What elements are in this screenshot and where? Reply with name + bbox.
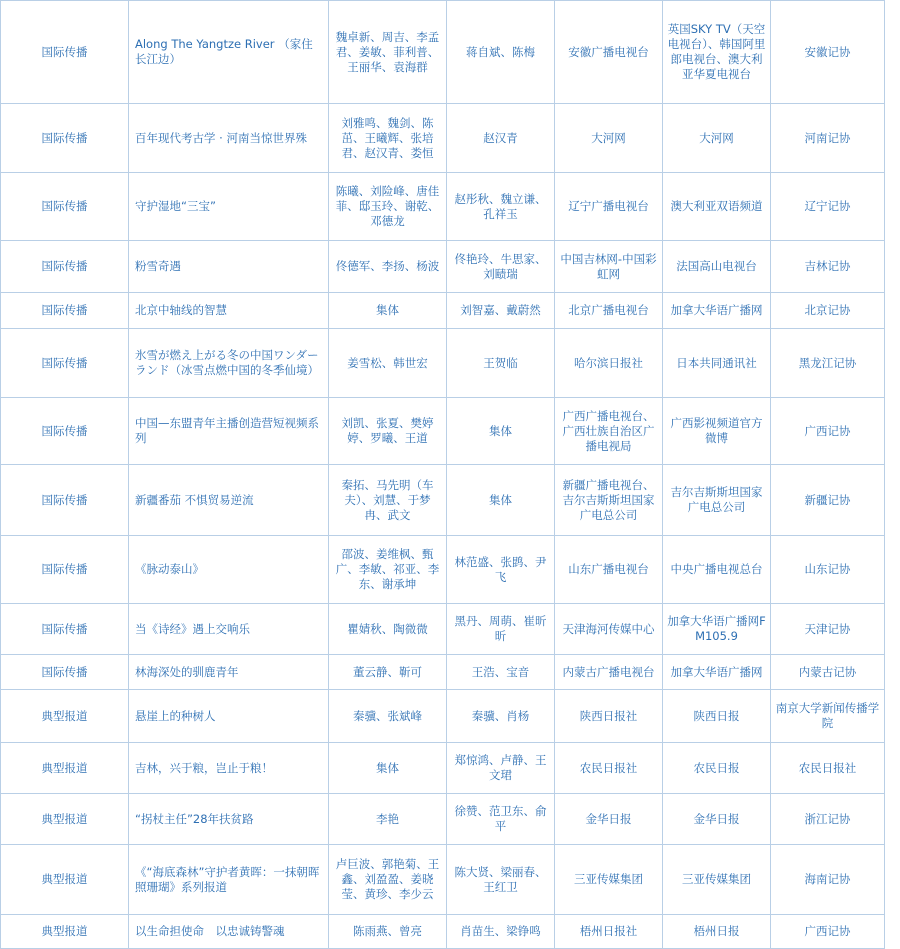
category-cell: 典型报道 <box>1 690 129 743</box>
overseas-outlet-cell: 澳大利亚双语频道 <box>663 173 771 241</box>
editors-cell: 赵汉青 <box>447 104 555 173</box>
recommender-cell: 农民日报社 <box>771 743 885 794</box>
table-row <box>1 690 885 743</box>
recommender-cell: 新疆记协 <box>771 465 885 536</box>
original-outlet-cell: 大河网 <box>555 104 663 173</box>
right-margin <box>885 0 900 948</box>
category-cell: 国际传播 <box>1 398 129 465</box>
authors-cell: 李艳 <box>329 794 447 845</box>
original-outlet-cell: 安徽广播电视台 <box>555 1 663 104</box>
recommender-cell: 安徽记协 <box>771 1 885 104</box>
table-body <box>1 1 885 949</box>
category-cell: 国际传播 <box>1 655 129 690</box>
table-row <box>1 241 885 293</box>
original-outlet-cell: 三亚传媒集团 <box>555 845 663 915</box>
recommender-cell: 黑龙江记协 <box>771 329 885 398</box>
overseas-outlet-cell: 加拿大华语广播网 <box>663 293 771 329</box>
recommender-cell: 南京大学新闻传播学院 <box>771 690 885 743</box>
recommender-cell: 河南记协 <box>771 104 885 173</box>
title-cell: 当《诗经》遇上交响乐 <box>129 604 329 655</box>
title-cell: 新疆番茄 不惧贸易逆流 <box>129 465 329 536</box>
overseas-outlet-cell: 英国SKY TV（天空电视台）、韩国阿里郎电视台、澳大利亚华夏电视台 <box>663 1 771 104</box>
original-outlet-cell: 陕西日报社 <box>555 690 663 743</box>
category-cell: 典型报道 <box>1 743 129 794</box>
category-cell: 国际传播 <box>1 241 129 293</box>
editors-cell: 秦骥、肖杨 <box>447 690 555 743</box>
editors-cell: 集体 <box>447 465 555 536</box>
authors-cell: 刘雅鸣、魏剑、陈茁、王曦辉、张培君、赵汉青、娄恒 <box>329 104 447 173</box>
table-row <box>1 329 885 398</box>
overseas-outlet-cell: 日本共同通讯社 <box>663 329 771 398</box>
authors-cell: 佟德军、李扬、杨波 <box>329 241 447 293</box>
original-outlet-cell: 哈尔滨日报社 <box>555 329 663 398</box>
title-cell: 中国—东盟青年主播创造营短视频系列 <box>129 398 329 465</box>
editors-cell: 林范盛、张鹍、尹飞 <box>447 536 555 604</box>
editors-cell: 集体 <box>447 398 555 465</box>
authors-cell: 陈雨燕、曾亮 <box>329 915 447 949</box>
recommender-cell: 吉林记协 <box>771 241 885 293</box>
title-cell: 《“海底森林”守护者黄晖：一抹朝晖 照珊瑚》系列报道 <box>129 845 329 915</box>
editors-cell: 蒋自斌、陈梅 <box>447 1 555 104</box>
title-cell: 北京中轴线的智慧 <box>129 293 329 329</box>
category-cell: 国际传播 <box>1 173 129 241</box>
original-outlet-cell: 广西广播电视台、广西壮族自治区广播电视局 <box>555 398 663 465</box>
table-row <box>1 1 885 104</box>
table-row <box>1 536 885 604</box>
authors-cell: 卢巨波、郭艳菊、王鑫、刘盈盈、姜晓莹、黄珍、李少云 <box>329 845 447 915</box>
overseas-outlet-cell: 中央广播电视总台 <box>663 536 771 604</box>
table-row <box>1 794 885 845</box>
title-cell: 悬崖上的种树人 <box>129 690 329 743</box>
category-cell: 国际传播 <box>1 104 129 173</box>
table-row <box>1 104 885 173</box>
title-cell: “拐杖主任”28年扶贫路 <box>129 794 329 845</box>
authors-cell: 刘凯、张夏、樊婷婷、罗曦、王道 <box>329 398 447 465</box>
authors-cell: 陈曦、刘险峰、唐佳菲、邸玉玲、谢乾、邓德龙 <box>329 173 447 241</box>
authors-cell: 瞿婧秋、陶微微 <box>329 604 447 655</box>
recommender-cell: 广西记协 <box>771 915 885 949</box>
table-row <box>1 915 885 949</box>
overseas-outlet-cell: 三亚传媒集团 <box>663 845 771 915</box>
original-outlet-cell: 金华日报 <box>555 794 663 845</box>
authors-cell: 秦拓、马先明（车夫）、刘慧、于梦冉、武文 <box>329 465 447 536</box>
title-cell: 以生命担使命 以忠诚铸警魂 <box>129 915 329 949</box>
category-cell: 国际传播 <box>1 293 129 329</box>
recommender-cell: 内蒙古记协 <box>771 655 885 690</box>
category-cell: 国际传播 <box>1 1 129 104</box>
original-outlet-cell: 梧州日报社 <box>555 915 663 949</box>
editors-cell: 王浩、宝音 <box>447 655 555 690</box>
editors-cell: 黑丹、周萌、崔昕昕 <box>447 604 555 655</box>
recommender-cell: 北京记协 <box>771 293 885 329</box>
category-cell: 国际传播 <box>1 465 129 536</box>
overseas-outlet-cell: 大河网 <box>663 104 771 173</box>
original-outlet-cell: 中国吉林网-中国彩虹网 <box>555 241 663 293</box>
overseas-outlet-cell: 加拿大华语广播网 <box>663 655 771 690</box>
table-row <box>1 845 885 915</box>
editors-cell: 郑惊鸿、卢静、王文珺 <box>447 743 555 794</box>
table-row <box>1 173 885 241</box>
category-cell: 国际传播 <box>1 536 129 604</box>
recommender-cell: 天津记协 <box>771 604 885 655</box>
editors-cell: 刘智嘉、戴蔚然 <box>447 293 555 329</box>
category-cell: 典型报道 <box>1 794 129 845</box>
editors-cell: 肖苗生、梁铮鸣 <box>447 915 555 949</box>
title-cell: 粉雪奇遇 <box>129 241 329 293</box>
editors-cell: 赵彤秋、魏立谦、孔祥玉 <box>447 173 555 241</box>
table-row <box>1 655 885 690</box>
original-outlet-cell: 北京广播电视台 <box>555 293 663 329</box>
recommender-cell: 海南记协 <box>771 845 885 915</box>
title-cell: 林海深处的驯鹿青年 <box>129 655 329 690</box>
editors-cell: 王贺临 <box>447 329 555 398</box>
authors-cell: 秦骥、张斌峰 <box>329 690 447 743</box>
authors-cell: 魏卓新、周吉、李孟君、姜敏、菲利普、王丽华、袁海群 <box>329 1 447 104</box>
authors-cell: 姜雪松、韩世宏 <box>329 329 447 398</box>
original-outlet-cell: 天津海河传媒中心 <box>555 604 663 655</box>
title-cell: 氷雪が燃え上がる冬の中国ワンダーランド（冰雪点燃中国的冬季仙境） <box>129 329 329 398</box>
table-row <box>1 743 885 794</box>
recommender-cell: 山东记协 <box>771 536 885 604</box>
table-row <box>1 398 885 465</box>
authors-cell: 集体 <box>329 743 447 794</box>
table-row <box>1 465 885 536</box>
editors-cell: 陈大贤、梁丽春、王红卫 <box>447 845 555 915</box>
title-cell: Along The Yangtze River （家住长江边） <box>129 1 329 104</box>
title-cell: 吉林，兴于粮，岂止于粮！ <box>129 743 329 794</box>
recommender-cell: 浙江记协 <box>771 794 885 845</box>
category-cell: 典型报道 <box>1 845 129 915</box>
authors-cell: 集体 <box>329 293 447 329</box>
table-row <box>1 293 885 329</box>
editors-cell: 佟艳玲、牛思家、刘赜瑞 <box>447 241 555 293</box>
recommender-cell: 广西记协 <box>771 398 885 465</box>
title-cell: 守护湿地“三宝” <box>129 173 329 241</box>
title-cell: 《脉动泰山》 <box>129 536 329 604</box>
overseas-outlet-cell: 广西影视频道官方微博 <box>663 398 771 465</box>
overseas-outlet-cell: 梧州日报 <box>663 915 771 949</box>
overseas-outlet-cell: 加拿大华语广播网FM105.9 <box>663 604 771 655</box>
original-outlet-cell: 辽宁广播电视台 <box>555 173 663 241</box>
editors-cell: 徐赞、范卫东、俞平 <box>447 794 555 845</box>
overseas-outlet-cell: 法国高山电视台 <box>663 241 771 293</box>
title-cell: 百年现代考古学 · 河南当惊世界殊 <box>129 104 329 173</box>
overseas-outlet-cell: 陕西日报 <box>663 690 771 743</box>
recommender-cell: 辽宁记协 <box>771 173 885 241</box>
original-outlet-cell: 山东广播电视台 <box>555 536 663 604</box>
category-cell: 典型报道 <box>1 915 129 949</box>
category-cell: 国际传播 <box>1 329 129 398</box>
original-outlet-cell: 农民日报社 <box>555 743 663 794</box>
overseas-outlet-cell: 农民日报 <box>663 743 771 794</box>
overseas-outlet-cell: 吉尔吉斯斯坦国家广电总公司 <box>663 465 771 536</box>
table-row <box>1 604 885 655</box>
original-outlet-cell: 内蒙古广播电视台 <box>555 655 663 690</box>
original-outlet-cell: 新疆广播电视台、吉尔吉斯斯坦国家广电总公司 <box>555 465 663 536</box>
category-cell: 国际传播 <box>1 604 129 655</box>
authors-cell: 邵波、姜维枫、甄广、李敏、祁亚、李东、谢承坤 <box>329 536 447 604</box>
authors-cell: 董云静、靳可 <box>329 655 447 690</box>
overseas-outlet-cell: 金华日报 <box>663 794 771 845</box>
